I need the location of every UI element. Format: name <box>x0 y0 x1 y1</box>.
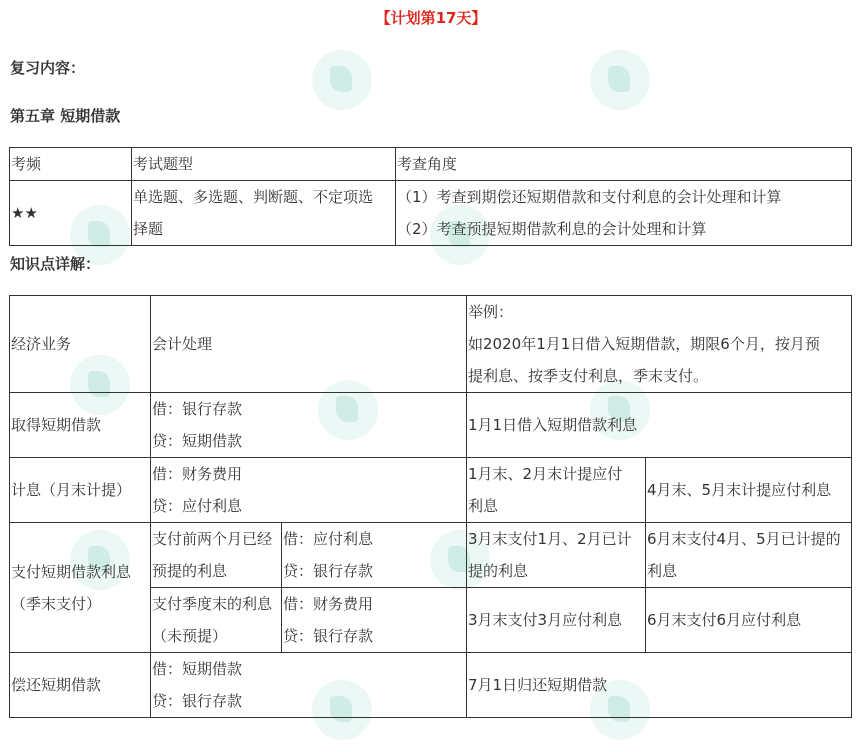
pay-last-label <box>151 588 282 653</box>
pay-prior-entry <box>282 523 467 588</box>
question-types-line: 单选题、多选题、判断题、不定项选 <box>133 188 374 206</box>
question-types-cell <box>132 181 396 246</box>
repay-business: 偿还短期借款 <box>10 653 151 718</box>
repay-example: 7月1日归还短期借款 <box>467 653 852 718</box>
label-line: 支付季度末的利息 <box>152 595 273 613</box>
knowledge-heading: 知识点详解： <box>10 255 101 273</box>
borrow-example: 1月1日借入短期借款利息 <box>467 393 852 458</box>
table-row <box>10 653 852 718</box>
example-line: 1月末、2月末计提应付 <box>468 465 623 483</box>
label-line: 支付前两个月已经 <box>152 530 273 548</box>
example-line: 如2020年1月1日借入短期借款，期限6个月，按月预 <box>468 335 820 353</box>
pay-business-line: （季末支付） <box>11 594 102 613</box>
table-row <box>10 523 852 588</box>
watermark-logo-icon <box>312 50 372 110</box>
angle-line: （2）考查预提短期借款利息的会计处理和计算 <box>397 220 707 238</box>
example-line: 3月末支付1月、2月已计 <box>468 530 632 548</box>
pay-business <box>10 523 151 653</box>
header-example <box>467 296 852 393</box>
pay-last-entry <box>282 588 467 653</box>
entry-credit: 贷：应付利息 <box>152 497 243 515</box>
header-angles: 考查角度 <box>396 148 852 181</box>
accrue-accounting <box>151 458 467 523</box>
entry-credit: 贷：短期借款 <box>152 432 243 450</box>
accrue-business: 计息（月末计提） <box>10 458 151 523</box>
table-row <box>10 296 852 393</box>
question-types-line: 择题 <box>133 220 164 238</box>
pay-last-example-q2: 6月末支付6月应付利息 <box>646 588 852 653</box>
header-accounting: 会计处理 <box>151 296 467 393</box>
example-line: 提利息、按季支付利息，季末支付。 <box>468 367 709 385</box>
example-line: 利息 <box>468 497 499 515</box>
header-business: 经济业务 <box>10 296 151 393</box>
example-line: 举例： <box>468 303 514 321</box>
summary-table <box>9 147 852 246</box>
entry-debit: 借：银行存款 <box>152 400 243 418</box>
header-frequency: 考频 <box>10 148 132 181</box>
example-line: 6月末支付4月、5月已计提的 <box>647 530 841 548</box>
repay-accounting <box>151 653 467 718</box>
entry-debit: 借：财务费用 <box>283 595 374 613</box>
table-row <box>10 181 852 246</box>
table-row <box>10 393 852 458</box>
label-line: （未预提） <box>152 627 228 645</box>
borrow-business: 取得短期借款 <box>10 393 151 458</box>
pay-prior-example-q2 <box>646 523 852 588</box>
review-heading: 复习内容： <box>10 59 86 77</box>
plan-title: 【计划第17天】 <box>375 9 487 27</box>
frequency-stars: ★★ <box>10 181 132 246</box>
chapter-heading: 第五章 短期借款 <box>10 107 121 125</box>
angle-line: （1）考查到期偿还短期借款和支付利息的会计处理和计算 <box>397 188 782 206</box>
angles-cell <box>396 181 852 246</box>
pay-prior-label <box>151 523 282 588</box>
detail-table <box>9 295 852 718</box>
accrue-example-q2: 4月末、5月末计提应付利息 <box>646 458 852 523</box>
label-line: 预提的利息 <box>152 562 228 580</box>
pay-business-line: 支付短期借款利息 <box>11 562 132 581</box>
example-line: 利息 <box>647 562 678 580</box>
entry-debit: 借：应付利息 <box>283 530 374 548</box>
entry-debit: 借：短期借款 <box>152 660 243 678</box>
header-question-types: 考试题型 <box>132 148 396 181</box>
entry-credit: 贷：银行存款 <box>152 692 243 710</box>
pay-last-example-q1: 3月末支付3月应付利息 <box>467 588 646 653</box>
entry-credit: 贷：银行存款 <box>283 562 374 580</box>
table-row <box>10 148 852 181</box>
example-line: 提的利息 <box>468 562 529 580</box>
pay-prior-example-q1 <box>467 523 646 588</box>
accrue-example-q1 <box>467 458 646 523</box>
entry-debit: 借：财务费用 <box>152 465 243 483</box>
entry-credit: 贷：银行存款 <box>283 627 374 645</box>
borrow-accounting <box>151 393 467 458</box>
table-row <box>10 458 852 523</box>
watermark-logo-icon <box>590 50 650 110</box>
